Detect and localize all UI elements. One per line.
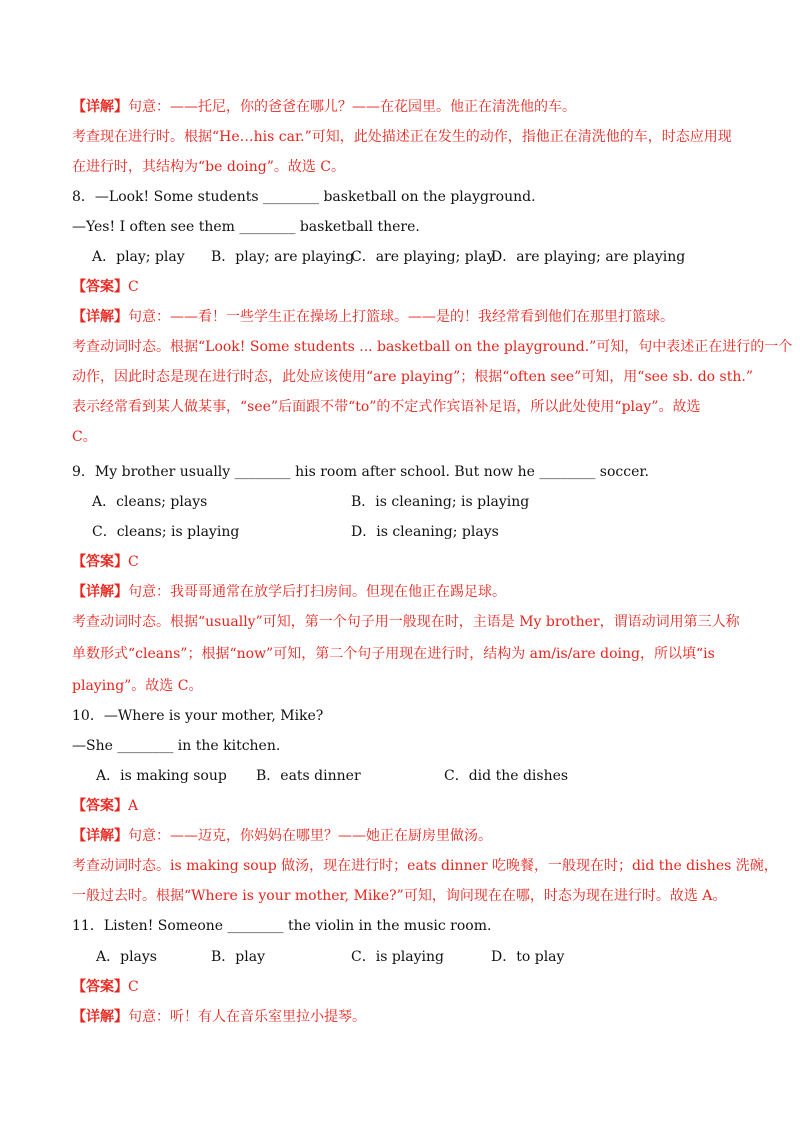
q9-answer-value: C xyxy=(128,554,139,570)
q8-option-c: C．are playing; play xyxy=(351,249,495,265)
detail-tag: 【详解】 xyxy=(72,584,128,600)
q8-analysis-line-2: 动作，因此时态是现在进行时态，此处应该使用“are playing”；根据“often see”可知，用“see sb. do sth.” xyxy=(72,369,753,385)
q10-analysis-line-2: 一般过去时。根据“Where is your mother, Mike?”可知，询问现在在哪，时态为现在进行时。故选 A。 xyxy=(72,888,727,904)
q9-analysis-line-3: playing”。故选 C。 xyxy=(72,678,203,694)
q7-analysis-line-2: 在进行时，其结构为“be doing”。故选 C。 xyxy=(72,159,346,175)
q8-option-b: B．play; are playing xyxy=(211,249,355,265)
q10-answer xyxy=(72,796,730,816)
q8-answer-value: C xyxy=(128,279,139,295)
q11-option-a: A．plays xyxy=(96,949,157,965)
q11-option-b: B．play xyxy=(211,949,265,965)
answer-tag: 【答案】 xyxy=(72,554,128,570)
q11-answer xyxy=(72,977,730,997)
detail-tag: 【详解】 xyxy=(72,828,128,844)
q11-detail-text: 句意：听！有人在音乐室里拉小提琴。 xyxy=(128,1009,366,1025)
q10-stem-line-2: —She ________ in the kitchen. xyxy=(72,738,281,754)
q8-option-a: A．play; play xyxy=(92,249,185,265)
q8-answer xyxy=(72,277,730,297)
q9-analysis-line-2: 单数形式“cleans”；根据“now”可知，第二个句子用现在进行时，结构为 am/is/are doing，所以填“is xyxy=(72,646,715,662)
q9-stem-line-1: 9．My brother usually ________ his room after school. But now he ________ soccer. xyxy=(72,464,649,480)
q8-option-d: D．are playing; are playing xyxy=(491,249,686,265)
q9-analysis-line-1: 考查动词时态。根据“usually”可知，第一个句子用一般现在时，主语是 My brother，谓语动词用第三人称 xyxy=(72,614,740,630)
q10-option-c: C．did the dishes xyxy=(444,768,569,784)
q8-detail xyxy=(72,307,730,327)
answer-tag: 【答案】 xyxy=(72,279,128,295)
q11-detail xyxy=(72,1007,730,1027)
answer-tag: 【答案】 xyxy=(72,798,128,814)
q9-option-d: D．is cleaning; plays xyxy=(351,524,499,540)
q11-option-d: D．to play xyxy=(491,949,565,965)
q10-option-a: A．is making soup xyxy=(96,768,227,784)
q7-analysis-line-1: 考查现在进行时。根据“He…his car.”可知，此处描述正在发生的动作，指他正在清洗他的车，时态应用现 xyxy=(72,129,732,145)
q8-detail-text: 句意：——看！一些学生正在操场上打篮球。——是的！我经常看到他们在那里打篮球。 xyxy=(128,309,674,325)
q11-option-c: C．is playing xyxy=(351,949,444,965)
q9-detail-text: 句意：我哥哥通常在放学后打扫房间。但现在他正在踢足球。 xyxy=(128,584,506,600)
q8-stem-line-1: 8．—Look! Some students ________ basketball on the playground. xyxy=(72,189,536,205)
q7-detail xyxy=(72,97,730,117)
q8-analysis-line-3: 表示经常看到某人做某事，“see”后面跟不带“to”的不定式作宾语补足语，所以此处使用“play”。故选 xyxy=(72,399,701,415)
q8-analysis-line-4: C。 xyxy=(72,429,97,445)
q9-option-a: A．cleans; plays xyxy=(92,494,208,510)
q8-stem-line-2: —Yes! I often see them ________ basketball there. xyxy=(72,219,420,235)
q11-stem-line-1: 11．Listen! Someone ________ the violin in the music room. xyxy=(72,918,492,934)
q7-detail-text: 句意：——托尼，你的爸爸在哪儿？——在花园里。他正在清洗他的车。 xyxy=(128,99,576,115)
q9-option-c: C．cleans; is playing xyxy=(92,524,240,540)
q10-detail xyxy=(72,826,730,846)
detail-tag: 【详解】 xyxy=(72,1009,128,1025)
detail-tag: 【详解】 xyxy=(72,99,128,115)
q9-detail xyxy=(72,582,730,602)
q10-answer-value: A xyxy=(128,798,139,814)
q9-answer xyxy=(72,552,730,572)
q10-stem-line-1: 10．—Where is your mother, Mike? xyxy=(72,708,324,724)
q10-detail-text: 句意：——迈克，你妈妈在哪里？——她正在厨房里做汤。 xyxy=(128,828,492,844)
q10-analysis-line-1: 考查动词时态。is making soup 做汤，现在进行时；eats dinner 吃晚餐，一般现在时；did the dishes 洗碗， xyxy=(72,858,778,874)
q8-analysis-line-1: 考查动词时态。根据“Look! Some students ... basketball on the playground.”可知，句中表述正在进行的一个 xyxy=(72,339,793,355)
q9-option-b: B．is cleaning; is playing xyxy=(351,494,530,510)
q11-answer-value: C xyxy=(128,979,139,995)
detail-tag: 【详解】 xyxy=(72,309,128,325)
answer-tag: 【答案】 xyxy=(72,979,128,995)
q10-option-b: B．eats dinner xyxy=(256,768,361,784)
